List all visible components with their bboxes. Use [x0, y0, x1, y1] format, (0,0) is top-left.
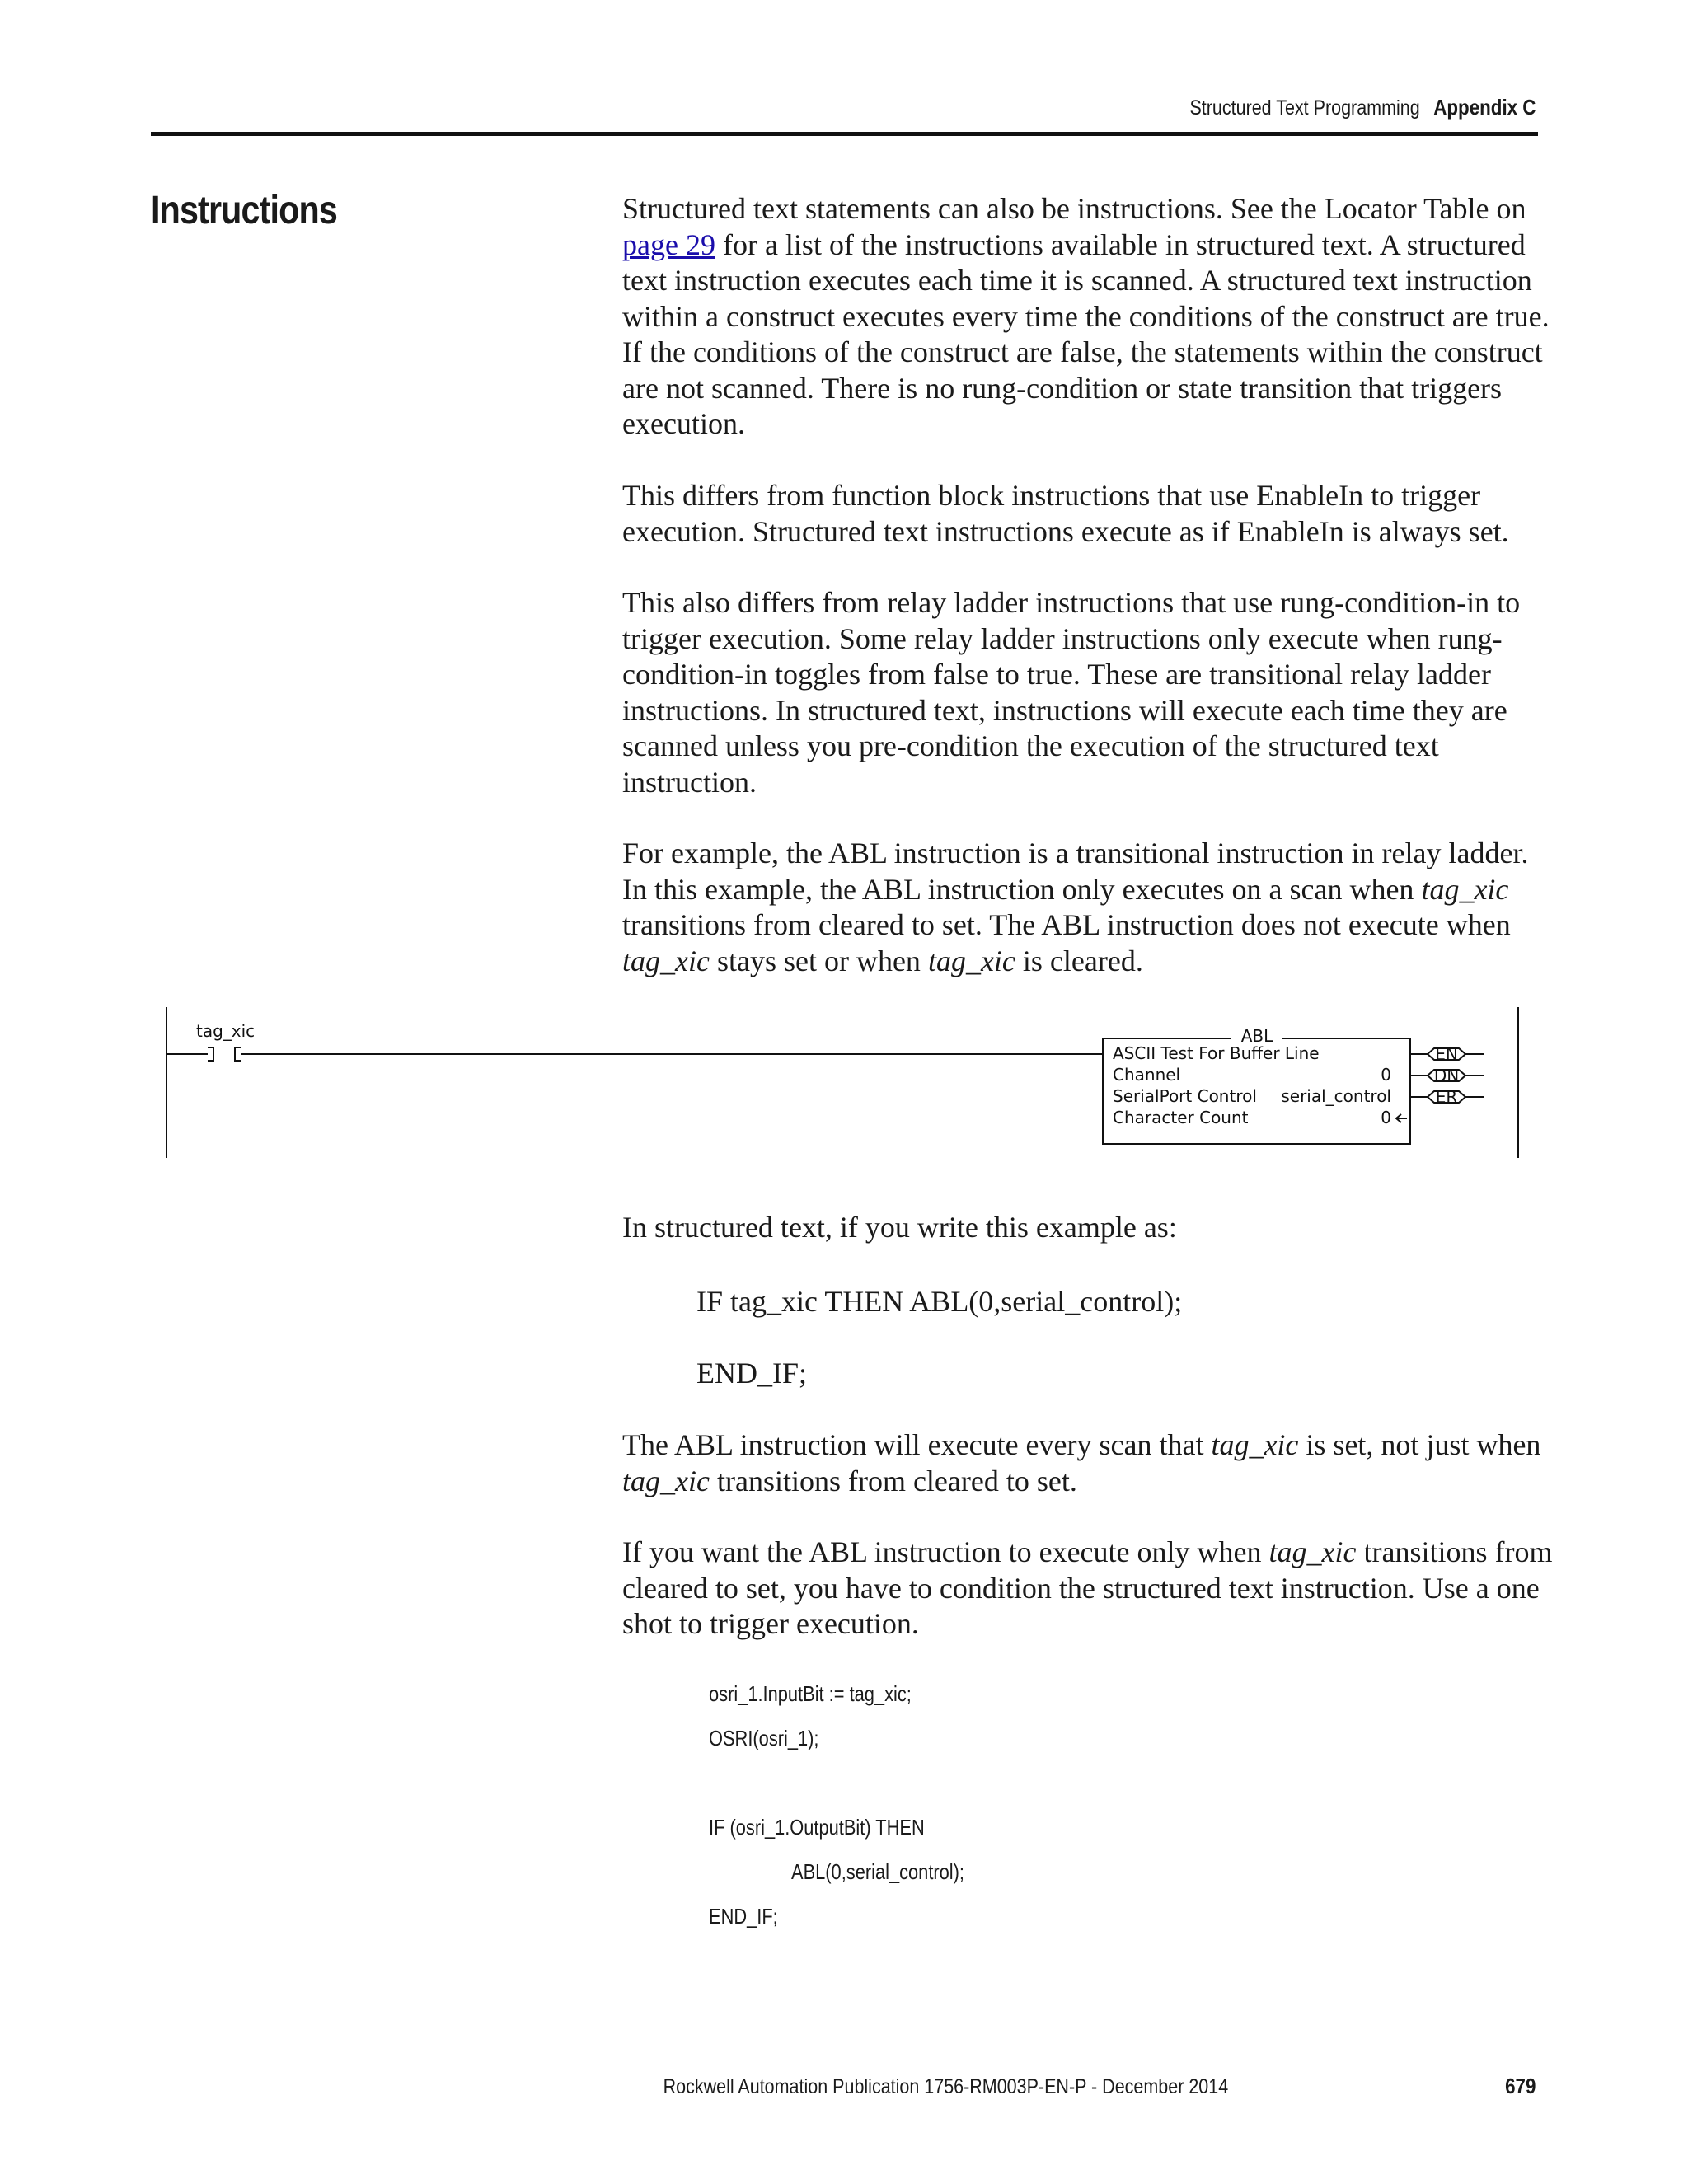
xic-contact-icon	[208, 1047, 241, 1061]
running-header-section: Structured Text Programming	[1189, 96, 1420, 120]
code-example-line: IF tag_xic THEN ABL(0,serial_control);	[696, 1285, 1183, 1318]
p6-text-c: transitions from cleared to set.	[709, 1464, 1077, 1497]
p7-text-b: transitions from cleared to set, you have to condition the structured text instruction. Use a one shot to trigger execution.	[622, 1535, 1553, 1640]
p4-tag-1: tag_xic	[1421, 872, 1509, 906]
osri-code-line: osri_1.InputBit := tag_xic;	[709, 1681, 912, 1706]
p7-text-a: If you want the ABL instruction to execute only when	[622, 1535, 1269, 1568]
paragraph-1	[622, 191, 1554, 443]
output-dn-label: DN	[1433, 1066, 1460, 1085]
abl-row-label: Character Count	[1113, 1108, 1249, 1127]
contact-tag-label: tag_xic	[196, 1021, 256, 1041]
abl-row-value: 0	[1381, 1108, 1391, 1127]
running-header-appendix: Appendix C	[1432, 95, 1536, 120]
abl-row-label: SerialPort Control	[1113, 1086, 1257, 1106]
p4-text-c: stays set or when	[709, 944, 928, 977]
abl-row-label: Channel	[1113, 1065, 1181, 1085]
p4-tag-3: tag_xic	[927, 944, 1015, 977]
p4-text-d: is cleared.	[1015, 944, 1143, 977]
p4-text-b: transitions from cleared to set. The ABL instruction does not execute when	[622, 908, 1511, 941]
p6-text-b: is set, not just when	[1298, 1428, 1541, 1461]
ladder-diagram	[148, 1005, 1533, 1170]
p6-tag-2: tag_xic	[622, 1464, 710, 1497]
p6-text-a: The ABL instruction will execute every scan that	[622, 1428, 1212, 1461]
header-rule	[151, 132, 1538, 136]
osri-code-line: ABL(0,serial_control);	[791, 1859, 964, 1884]
osri-code-line: END_IF;	[709, 1904, 778, 1929]
output-dn	[1410, 1066, 1484, 1085]
p1-text-b: for a list of the instructions available in structured text. A structured text instruction executes each time it is scanned. A structured text instruction within a construct executes every time the conditions of the construct are true. If the conditions of the construct are false, the statements within the construct are not scanned. There is no rung-condition or state transition that triggers execution.	[622, 227, 1550, 440]
osri-code-line: OSRI(osri_1);	[709, 1726, 819, 1750]
abl-block-title: ASCII Test For Buffer Line	[1113, 1043, 1320, 1063]
code-example-line: END_IF;	[696, 1357, 807, 1390]
paragraph-4	[622, 836, 1554, 979]
abl-row-value: serial_control	[1281, 1086, 1391, 1106]
paragraph-3	[622, 585, 1554, 800]
abl-block-name: ABL	[1240, 1026, 1273, 1046]
page-29-link[interactable]: page 29	[622, 227, 715, 261]
footer-publication-text: Rockwell Automation Publication 1756-RM003P-EN-P - December 2014	[663, 2075, 1228, 2098]
page-number: 679	[1504, 2074, 1536, 2098]
p7-tag-1: tag_xic	[1268, 1535, 1357, 1568]
output-en	[1410, 1044, 1484, 1064]
osri-code-line: IF (osri_1.OutputBit) THEN	[709, 1815, 925, 1840]
abl-row-value: 0	[1381, 1065, 1391, 1085]
p2-text: This differs from function block instructions that use EnableIn to trigger execution. Structured text instructions execute as if EnableIn is always set.	[622, 479, 1509, 548]
output-er	[1410, 1087, 1484, 1107]
p1-text-a: Structured text statements can also be instructions. See the Locator Table on	[622, 192, 1526, 225]
paragraph-5	[622, 1210, 1554, 1246]
paragraph-6	[622, 1427, 1554, 1499]
footer-publication	[0, 2075, 1228, 2099]
p6-tag-1: tag_xic	[1211, 1428, 1299, 1461]
paragraph-2	[622, 478, 1554, 550]
p4-tag-2: tag_xic	[622, 944, 710, 977]
section-heading: Instructions	[151, 189, 337, 232]
p3-text: This also differs from relay ladder instructions that use rung-condition-in to trigger execution. Some relay ladder instructions only execute when rung-condition-in toggles from false to true. These are transitional relay ladder instructions. In structured text, instructions will execute each time they are scanned unless you pre-condition the execution of the structured text instruction.	[622, 586, 1521, 799]
output-en-label: EN	[1435, 1044, 1458, 1064]
output-er-label: ER	[1435, 1087, 1458, 1107]
paragraph-7	[622, 1535, 1554, 1643]
p5-text: In structured text, if you write this example as:	[622, 1211, 1177, 1244]
p4-text-a: For example, the ABL instruction is a transitional instruction in relay ladder. In this example, the ABL instruction only executes on a scan when	[622, 837, 1529, 906]
